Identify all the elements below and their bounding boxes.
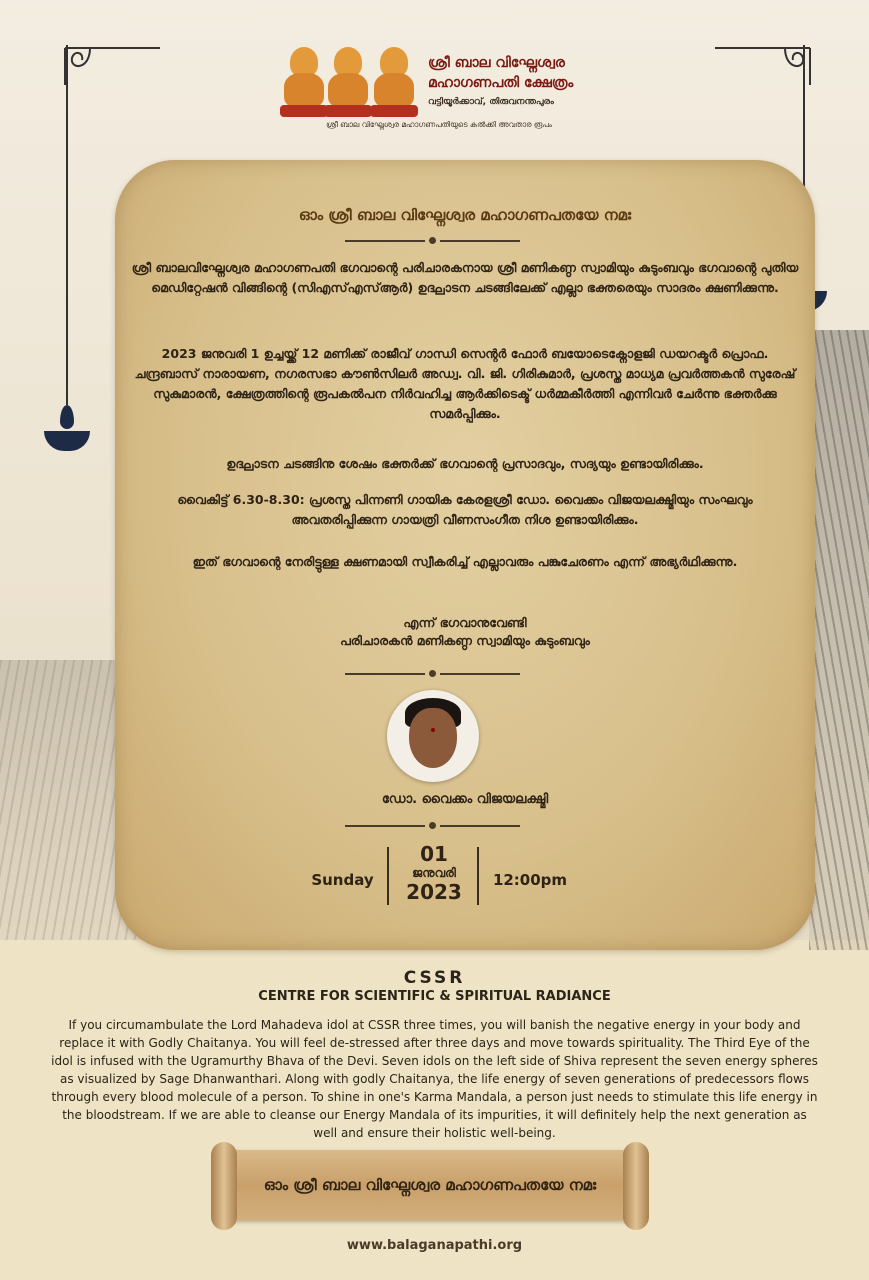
invitation-paragraph-4: വൈകിട്ട് 6.30-8.30: പ്രശസ്ത പിന്നണി ഗായിക കേരളശ്രീ ഡോ. വൈക്കം വിജയലക്ഷ്മിയും സംഘവും അവതരിപ്പിക്കുന്ന ഗായത്രി വീണസംഗീത നിശ ഉണ്ടായിരിക്കും.	[177, 492, 753, 527]
temple-location: വട്ടിയൂർക്കാവ്, തിരുവനന്തപുരം	[428, 97, 554, 107]
invitation-paragraph-3: ഉദ്ഘാടന ചടങ്ങിനു ശേഷം ഭക്തർക്ക് ഭഗവാന്റെ പ്രസാദവും, സദ്യയും ഉണ്ടായിരിക്കും.	[226, 456, 704, 471]
mantra-scroll	[205, 1138, 655, 1238]
temple-sketch-right	[809, 330, 869, 950]
invitation-heading: ഓം ശ്രീ ബാല വിഘ്നേശ്വര മഹാഗണപതയേ നമഃ	[298, 206, 632, 224]
temple-name-line2: മഹാഗണപതി ക്ഷേത്രം	[428, 75, 574, 91]
signature-line-1: എന്ന് ഭഗവാനുവേണ്ടി	[403, 615, 527, 630]
lamp-chain-left	[66, 45, 68, 405]
oil-lamp-left-icon	[44, 405, 90, 451]
ganapathi-idol-icon	[280, 47, 328, 117]
guest-photo	[387, 690, 479, 782]
signature-line-2: പരിചാരകൻ മണികണ്ഠ സ്വാമിയും കുടുംബവും	[340, 633, 590, 648]
invitation-paragraph-1: ശ്രീ ബാലവിഘ്നേശ്വര മഹാഗണപതി ഭഗവാന്റെ പരിചാരകനായ ശ്രീ മണികണ്ഠ സ്വാമിയും കുടുംബവും ഭഗവാന്റെ പുതിയ മെഡിറ്റേഷൻ വിങ്ങിന്റെ (സിഎസ്എസ്ആർ) ഉദ്ഘാടന ചടങ്ങിലേക്ക് എല്ലാ ഭക്തരെയും സാദരം ക്ഷണിക്കുന്നു.	[131, 260, 799, 295]
cssr-title: CSSR	[403, 968, 466, 988]
invitation-paragraph-5: ഇത് ഭഗവാന്റെ നേരിട്ടുള്ള ക്ഷണമായി സ്വീകരിച്ച് എല്ലാവരും പങ്കുചേരണം എന്ന് അഭ്യർഥിക്കുന്നു.	[192, 554, 738, 569]
scroll-mantra-text: ഓം ശ്രീ ബാല വിഘ്നേശ്വര മഹാഗണപതയേ നമഃ	[263, 1176, 597, 1194]
logo-caption: ശ്രീ ബാല വിഘ്നേശ്വര മഹാഗണപതിയുടെ കൽക്കി അവതാര രൂപം	[326, 120, 552, 129]
website-link[interactable]: www.balaganapathi.org	[346, 1238, 523, 1253]
event-day: Sunday	[311, 871, 374, 889]
cssr-subtitle: CENTRE FOR SCIENTIFIC & SPIRITUAL RADIANCE	[258, 989, 611, 1004]
ornamental-divider	[345, 235, 520, 247]
date-separator	[387, 847, 389, 905]
temple-name-line1: ശ്രീ ബാല വിഘ്നേശ്വര	[428, 55, 565, 71]
ganapathi-idol-icon	[370, 47, 418, 117]
event-date-year: 2023	[406, 880, 462, 904]
cssr-description: If you circumambulate the Lord Mahadeva idol at CSSR three times, you will banish the negative energy in your body and replace it with Godly Chaitanya. You will feel de-stressed after three days and move towards spirituality. The Third Eye of the idol is infused with the Ugramurthy Bhava of the Devi. Seven idols on the left side of Shiva represent the seven energy spheres as visualized by Sage Dhanwanthari. Along with godly Chaitanya, the life energy of seven generations of predecessors flows through every blood molecule of a person. To shine in one's Karma Mandala, a person just needs to stimulate this life energy in the bloodstream. If we are able to cleanse our Energy Mandala of its impurities, it will definitely help the next generation as well and ensure their holistic well-being.	[51, 1018, 818, 1140]
corner-ornament-left	[60, 40, 170, 90]
event-date-day: 01	[420, 842, 448, 866]
event-date-month: ജനുവരി	[412, 866, 456, 880]
event-date	[394, 843, 474, 903]
invitation-paragraph-2: 2023 ജനുവരി 1 ഉച്ചയ്ക്ക് 12 മണിക്ക് രാജീവ് ഗാന്ധി സെന്റർ ഫോർ ബയോടെക്നോളജി ഡയറക്ടർ പ്രൊഫ. ചന്ദ്രബാസ് നാരായണ, നഗരസഭാ കൗൺസിലർ അഡ്വ. വി. ജി. ഗിരികുമാർ, പ്രശസ്ത മാധ്യമ പ്രവർത്തകൻ സുരേഷ് സുകുമാരൻ, ക്ഷേത്രത്തിന്റെ രൂപകൽപന നിർവഹിച്ച ആർക്കിടെക്ട് ധർമ്മകീർത്തി എന്നിവർ ചേർന്നു ഭക്തർക്കു സമർപ്പിക്കും.	[134, 346, 796, 421]
event-date-row	[300, 843, 580, 907]
event-time: 12:00pm	[492, 871, 568, 889]
date-separator	[477, 847, 479, 905]
corner-ornament-right	[705, 40, 815, 90]
ornamental-divider	[345, 820, 520, 832]
ornamental-divider	[345, 668, 520, 680]
guest-name: ഡോ. വൈക്കം വിജയലക്ഷ്മി	[381, 792, 549, 807]
ganapathi-idol-icon	[324, 47, 372, 117]
